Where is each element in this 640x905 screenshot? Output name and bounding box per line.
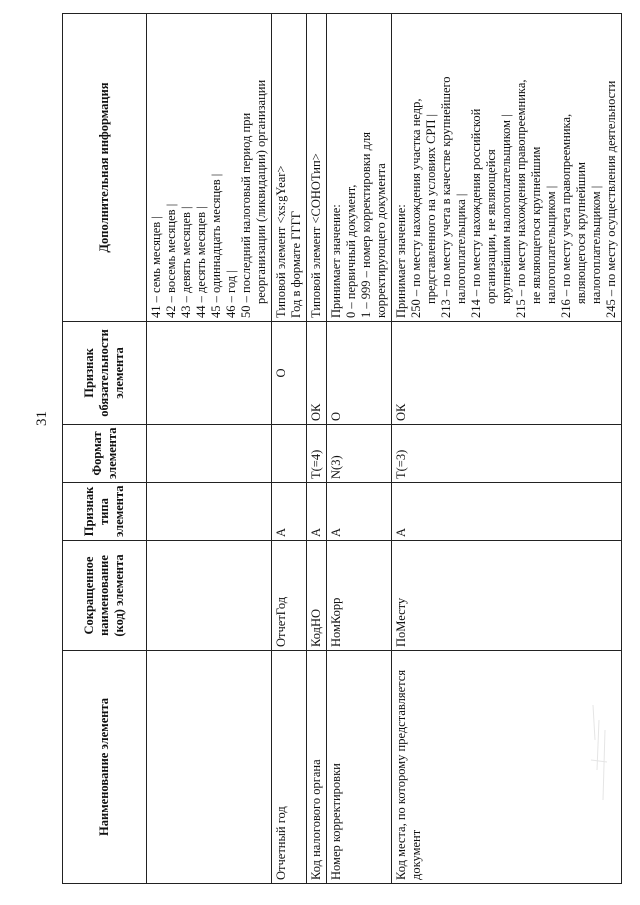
cell-code: КодНО [307, 541, 327, 651]
rotated-page [62, 14, 618, 884]
info-line: 45 – одиннадцать месяцев | [209, 173, 223, 318]
cell-format [272, 425, 307, 483]
cell-required: О [272, 322, 307, 425]
info-line: 215 – по месту нахождения правопреемника, [514, 79, 528, 318]
table-row [327, 14, 392, 884]
cell-code: НомКорр [327, 541, 392, 651]
info-line: не являющегося крупнейшим [529, 146, 543, 304]
info-line: 42 – восемь месяцев | [164, 203, 178, 318]
header-name: Наименование элемента [63, 651, 147, 884]
cell-info [272, 14, 307, 322]
cell-info [392, 14, 622, 322]
cell-format [147, 425, 272, 483]
info-line: 250 – по месту нахождения участка недр, [409, 98, 423, 318]
info-line: 1 – 999 – номер корректировки для [359, 132, 373, 318]
info-line: 213 – по месту учета в качестве крупнейшего [439, 76, 453, 318]
info-line: 0 – первичный документ, [344, 184, 358, 318]
info-line: 46 – год | [224, 270, 238, 318]
cell-required: ОК [307, 322, 327, 425]
header-code: Сокращенное наименование (код) элемента [63, 541, 147, 651]
info-line: организации, не являющейся [484, 149, 498, 304]
faint-signature-mark [585, 700, 615, 810]
info-line: Принимает значение: [394, 204, 408, 318]
info-line: 245 – по месту осуществления деятельности [604, 80, 618, 318]
header-format: Формат элемента [63, 425, 147, 483]
cell-type: А [307, 483, 327, 541]
info-line: Год в формате ГГГГ [289, 210, 303, 318]
cell-required: ОК [392, 322, 622, 425]
cell-required: О [327, 322, 392, 425]
info-line: Принимает значение: [329, 204, 343, 318]
cell-name: Отчетный год [272, 651, 307, 884]
header-required: Признак обязательности элемента [63, 322, 147, 425]
table-row [272, 14, 307, 884]
cell-required [147, 322, 272, 425]
cell-name: Код налогового органа [307, 651, 327, 884]
header-type: Признак типа элемента [63, 483, 147, 541]
header-info: Дополнительная информация [63, 14, 147, 322]
cell-type: А [392, 483, 622, 541]
info-line: 43 – девять месяцев | [179, 206, 193, 318]
cell-name [147, 651, 272, 884]
table-header-row [63, 14, 147, 884]
page-number: 31 [34, 411, 50, 426]
cell-format: N(3) [327, 425, 392, 483]
cell-info [327, 14, 392, 322]
table-row [147, 14, 272, 884]
info-line: представленного на условиях СРП | [424, 113, 438, 304]
cell-info [307, 14, 327, 322]
cell-code: ПоМесту [392, 541, 622, 651]
cell-type: А [272, 483, 307, 541]
cell-format: T(=4) [307, 425, 327, 483]
cell-type: А [327, 483, 392, 541]
cell-name: Код места, по которому представляется документ [392, 651, 622, 884]
info-line: корректирующего документа [374, 163, 388, 318]
info-line: реорганизации (ликвидации) организации [254, 79, 268, 304]
info-line: 50 – последний налоговый период при [239, 112, 253, 318]
info-line: 216 – по месту учета правопреемника, [559, 113, 573, 318]
cell-type [147, 483, 272, 541]
info-line: налогоплательщиком | [589, 185, 603, 304]
cell-info [147, 14, 272, 322]
info-line: Типовой элемент <xs:gYear> [274, 165, 288, 318]
cell-format: T(=3) [392, 425, 622, 483]
table-row [307, 14, 327, 884]
info-line: являющегося крупнейшим [574, 161, 588, 304]
elements-table [62, 13, 622, 884]
info-line: налогоплательщиком | [544, 185, 558, 304]
info-line: 44 – десять месяцев | [194, 206, 208, 318]
cell-code: ОтчетГод [272, 541, 307, 651]
cell-code [147, 541, 272, 651]
info-line: крупнейшим налогоплательщиком | [499, 114, 513, 304]
info-line: 214 – по месту нахождения российской [469, 108, 483, 318]
info-line: Типовой элемент <СОНОТип> [309, 153, 323, 318]
info-line: 41 – семь месяцев | [149, 216, 163, 318]
cell-name: Номер корректировки [327, 651, 392, 884]
info-line: налогоплательщика | [454, 193, 468, 304]
